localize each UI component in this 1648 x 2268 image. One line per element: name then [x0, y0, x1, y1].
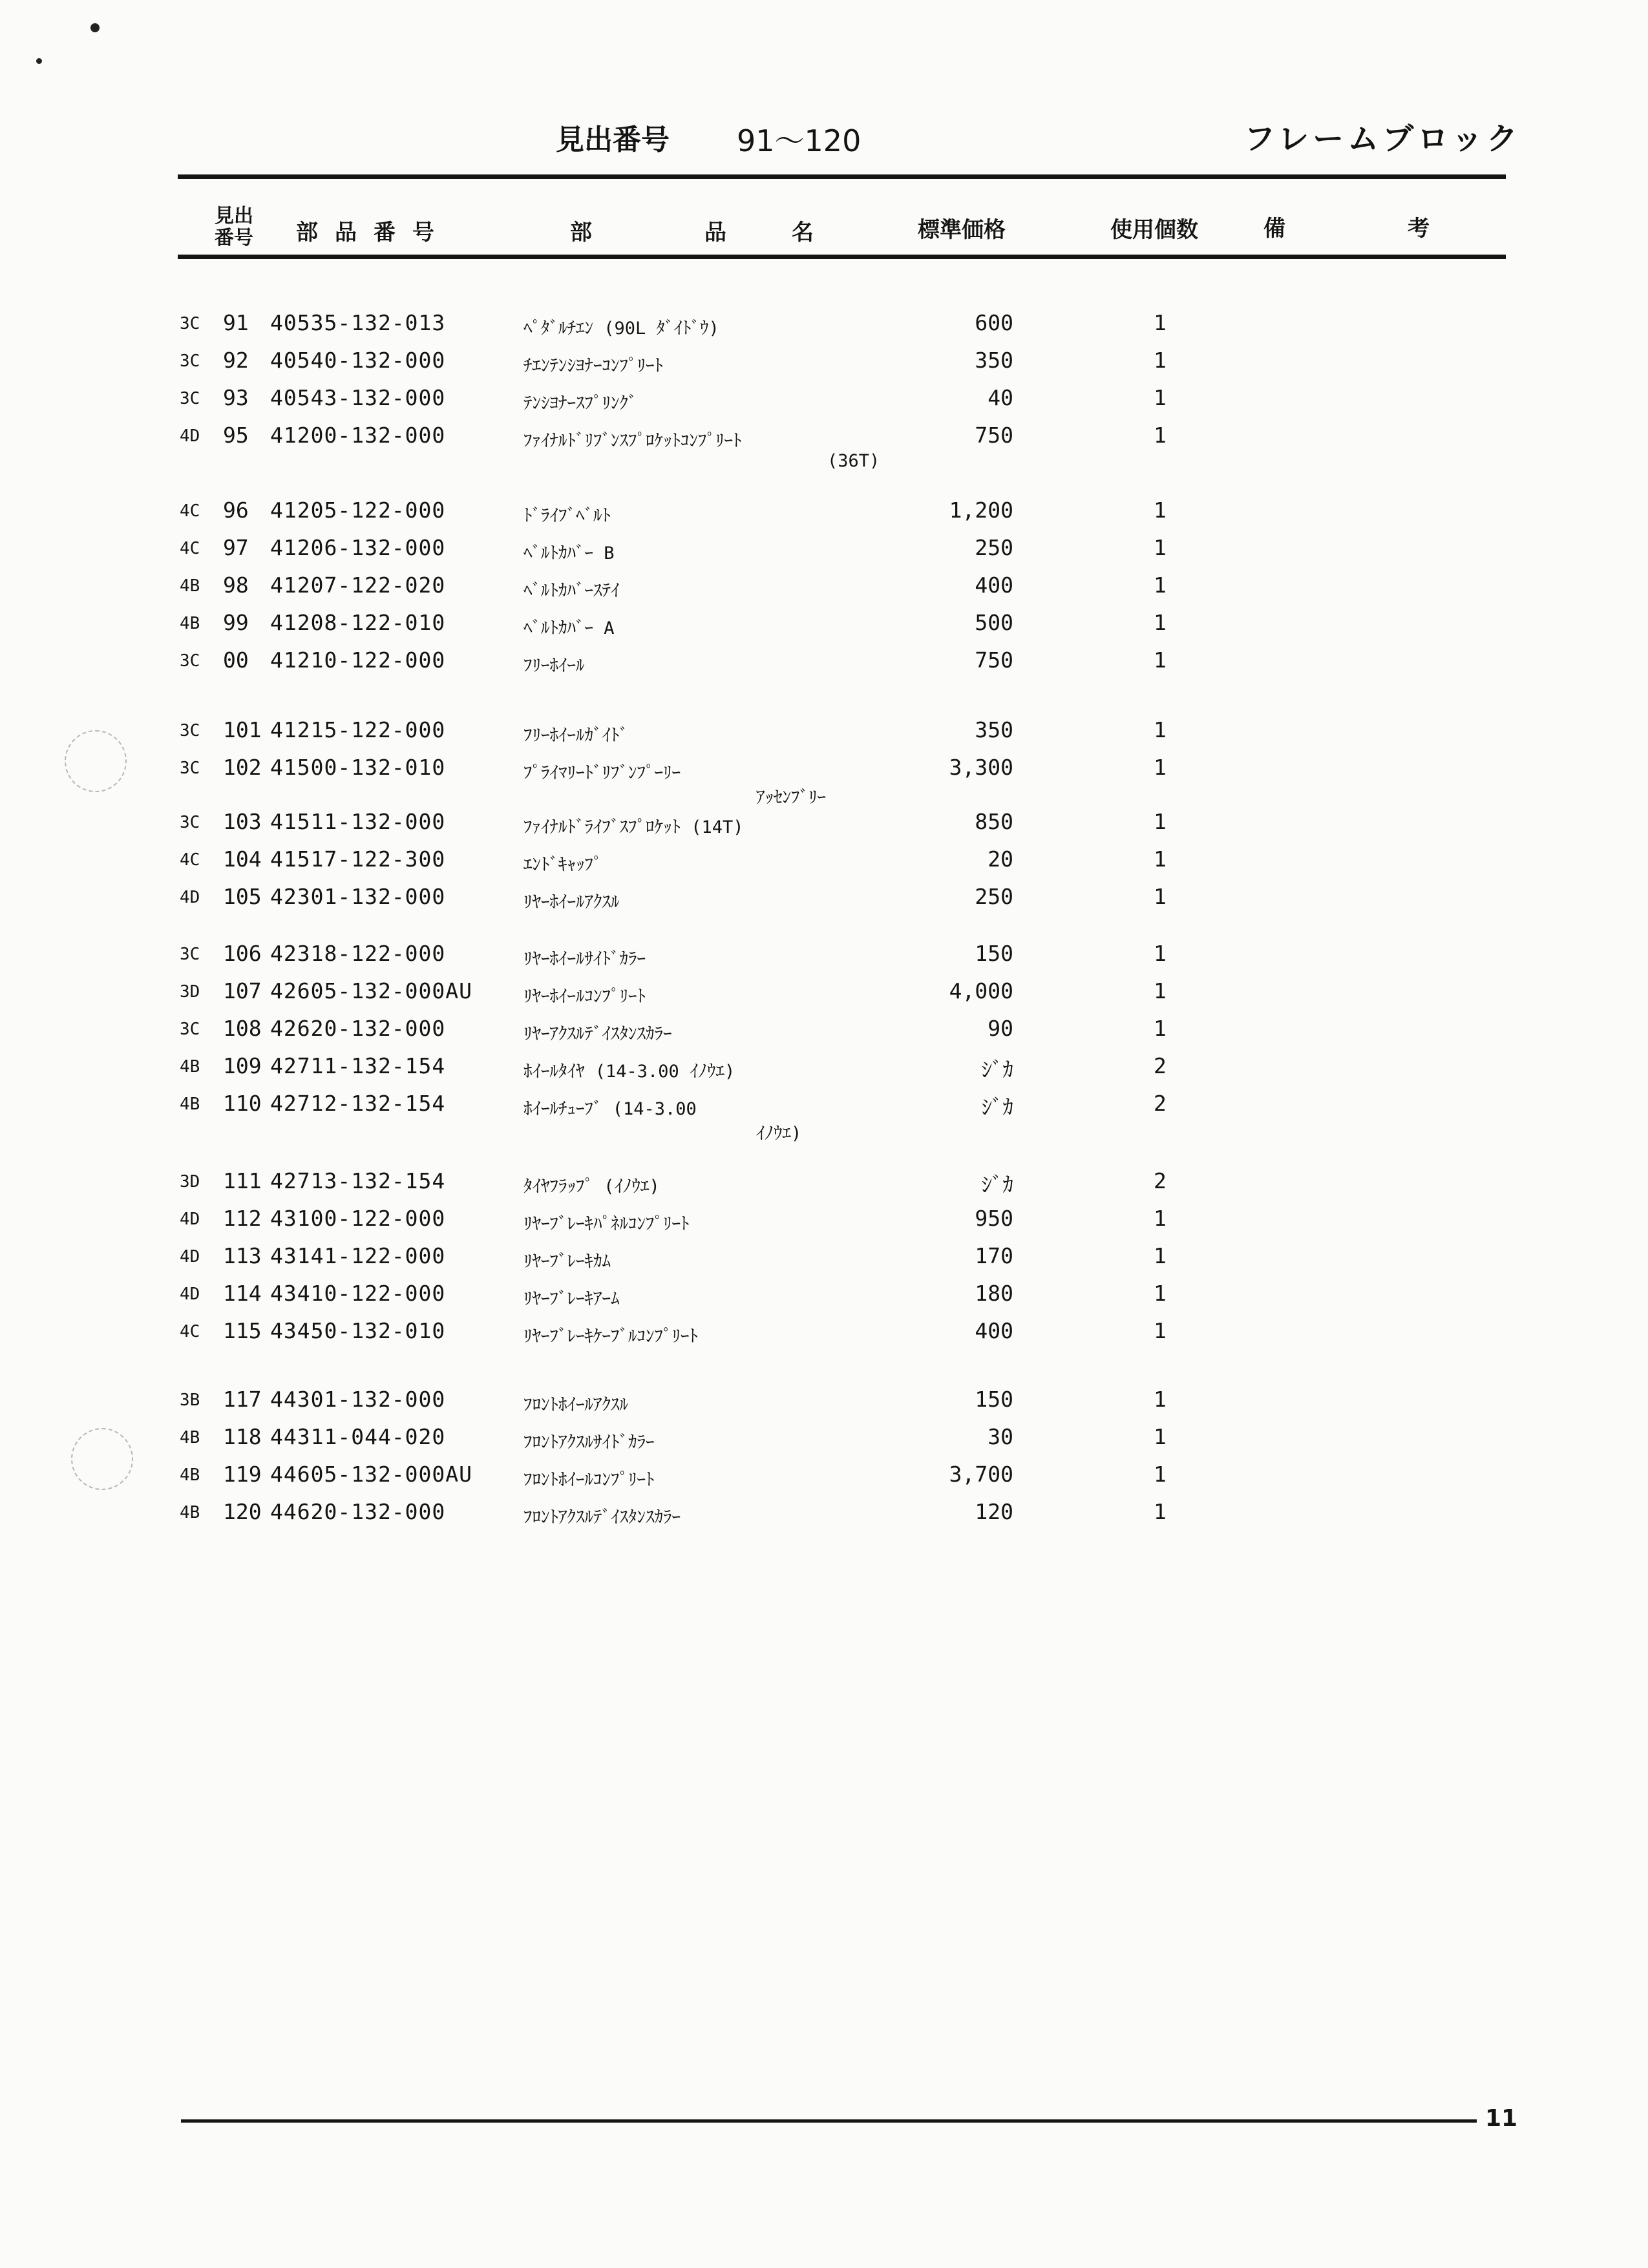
part-name: ﾌｧｲﾅﾙﾄﾞﾗｲﾌﾞｽﾌﾟﾛｹｯﾄ (14T): [523, 817, 744, 837]
index-code: 4B: [180, 614, 200, 633]
part-name-continuation: ｱｯｾﾝﾌﾞﾘｰ: [756, 788, 826, 808]
part-name: ﾘﾔｰｱｸｽﾙﾃﾞｲｽﾀﾝｽｶﾗｰ: [523, 1024, 672, 1044]
quantity: 1: [1154, 610, 1167, 635]
index-code: 4D: [180, 426, 200, 446]
part-number: 42713-132-154: [270, 1168, 446, 1193]
part-number: 44301-132-000: [270, 1387, 446, 1412]
part-name: ﾍﾞﾙﾄｶﾊﾞｰ B: [523, 543, 615, 563]
table-row: [0, 1424, 1648, 1456]
part-number: 42301-132-000: [270, 884, 446, 909]
table-row: [0, 310, 1648, 342]
index-code: 4B: [180, 1057, 200, 1076]
quantity: 1: [1154, 809, 1167, 834]
index-number: 113: [223, 1243, 262, 1268]
column-header-index: 見出 番号: [215, 205, 253, 249]
part-name: ﾍﾞﾙﾄｶﾊﾞｰｽﾃｲ: [523, 581, 620, 601]
index-number: 114: [223, 1281, 262, 1306]
index-number: 106: [223, 941, 262, 966]
part-name: ﾌﾛﾝﾄｱｸｽﾙﾃﾞｲｽﾀﾝｽｶﾗｰ: [523, 1507, 681, 1528]
table-row: [0, 1499, 1648, 1531]
quantity: 1: [1154, 884, 1167, 909]
quantity: 1: [1154, 717, 1167, 742]
column-header-part-name-1: 部: [570, 220, 592, 246]
part-name: ﾄﾞﾗｲﾌﾞﾍﾞﾙﾄ: [523, 506, 611, 526]
index-number: 107: [223, 978, 262, 1003]
standard-price: 950: [975, 1206, 1013, 1231]
part-number: 43141-122-000: [270, 1243, 446, 1268]
table-row: [0, 1243, 1648, 1276]
part-name: ﾘﾔｰﾎｲｰﾙｻｲﾄﾞｶﾗｰ: [523, 949, 646, 969]
quantity: 1: [1154, 978, 1167, 1003]
index-code: 4B: [180, 1503, 200, 1522]
table-row: [0, 498, 1648, 530]
quantity: 2: [1154, 1168, 1167, 1193]
index-number: 111: [223, 1168, 262, 1193]
quantity: 1: [1154, 385, 1167, 410]
part-name: ﾌﾛﾝﾄﾎｲｰﾙｱｸｽﾙ: [523, 1395, 628, 1415]
index-number: 99: [223, 610, 249, 635]
part-name: ﾘﾔｰﾌﾞﾚｰｷｶﾑ: [523, 1252, 611, 1272]
standard-price: 150: [975, 1387, 1013, 1412]
part-number: 41517-122-300: [270, 846, 446, 872]
index-code: 3C: [180, 1020, 200, 1039]
table-row: [0, 423, 1648, 471]
index-number: 120: [223, 1499, 262, 1524]
part-number: 43450-132-010: [270, 1318, 446, 1343]
part-name: ﾌﾘｰﾎｲｰﾙｶﾞｲﾄﾞ: [523, 726, 628, 746]
quantity: 1: [1154, 647, 1167, 673]
index-code: 4C: [180, 539, 200, 558]
quantity: 1: [1154, 846, 1167, 872]
standard-price: 40: [988, 385, 1013, 410]
standard-price: ｼﾞｶ: [981, 1057, 1013, 1082]
index-code: 3C: [180, 759, 200, 778]
standard-price: 3,700: [949, 1462, 1013, 1487]
quantity: 1: [1154, 941, 1167, 966]
table-row: [0, 1091, 1648, 1144]
column-header-part-number: 部品番号: [296, 220, 451, 246]
index-code: 4C: [180, 1322, 200, 1341]
index-code: 4B: [180, 1095, 200, 1114]
part-name: ﾌﾘｰﾎｲｰﾙ: [523, 656, 585, 676]
quantity: 1: [1154, 1424, 1167, 1449]
index-code: 4D: [180, 1285, 200, 1304]
part-number: 42620-132-000: [270, 1016, 446, 1041]
standard-price: ｼﾞｶ: [981, 1172, 1013, 1197]
part-name: ﾘﾔｰﾎｲｰﾙｱｸｽﾙ: [523, 892, 620, 912]
standard-price: 170: [975, 1243, 1013, 1268]
part-number: 41206-132-000: [270, 535, 446, 560]
part-name: ﾘﾔｰﾌﾞﾚｰｷｱｰﾑ: [523, 1289, 620, 1309]
index-number: 104: [223, 846, 262, 872]
table-row: [0, 1462, 1648, 1494]
part-name: ｴﾝﾄﾞｷｬｯﾌﾟ: [523, 855, 602, 875]
part-number: 41511-132-000: [270, 809, 446, 834]
standard-price: 400: [975, 572, 1013, 598]
standard-price: 250: [975, 884, 1013, 909]
table-row: [0, 1053, 1648, 1086]
index-code: 4D: [180, 1210, 200, 1229]
quantity: 1: [1154, 755, 1167, 780]
standard-price: 350: [975, 348, 1013, 373]
index-number: 115: [223, 1318, 262, 1343]
index-code: 3C: [180, 352, 200, 371]
index-number: 103: [223, 809, 262, 834]
standard-price: 250: [975, 535, 1013, 560]
column-header-part-name-2: 品: [704, 220, 726, 246]
standard-price: 1,200: [949, 498, 1013, 523]
part-number: 42712-132-154: [270, 1091, 446, 1116]
standard-price: 4,000: [949, 978, 1013, 1003]
part-number: 44311-044-020: [270, 1424, 446, 1449]
index-code: 3C: [180, 314, 200, 333]
table-row: [0, 1318, 1648, 1350]
index-code: 3B: [180, 1391, 200, 1410]
index-number: 93: [223, 385, 249, 410]
table-row: [0, 978, 1648, 1011]
part-name: ﾎｲｰﾙﾀｲﾔ (14-3.00 ｲﾉｳｴ): [523, 1062, 735, 1082]
quantity: 2: [1154, 1053, 1167, 1078]
column-header-remarks-2: 考: [1408, 216, 1430, 242]
part-number: 41205-122-000: [270, 498, 446, 523]
part-number: 42711-132-154: [270, 1053, 446, 1078]
quantity: 1: [1154, 1206, 1167, 1231]
table-row: [0, 941, 1648, 973]
part-number: 44605-132-000AU: [270, 1462, 473, 1487]
index-number: 102: [223, 755, 262, 780]
index-number: 92: [223, 348, 249, 373]
column-header-remarks-1: 備: [1263, 216, 1285, 242]
scan-speck: [90, 23, 100, 32]
table-row: [0, 809, 1648, 841]
table-row: [0, 717, 1648, 750]
quantity: 1: [1154, 1281, 1167, 1306]
standard-price: 90: [988, 1016, 1013, 1041]
index-code: 4B: [180, 576, 200, 596]
index-number: 101: [223, 717, 262, 742]
index-range: 91～120: [737, 123, 861, 158]
table-row: [0, 572, 1648, 605]
quantity: 1: [1154, 1499, 1167, 1524]
page-number: 11: [1485, 2105, 1518, 2132]
part-name: ﾍﾞﾙﾄｶﾊﾞｰ A: [523, 618, 615, 638]
part-name-continuation: ｲﾉｳｴ): [756, 1124, 802, 1144]
part-name: ﾌｧｲﾅﾙﾄﾞﾘﾌﾞﾝｽﾌﾟﾛｹｯﾄｺﾝﾌﾟﾘｰﾄ: [523, 431, 742, 451]
part-number: 40543-132-000: [270, 385, 446, 410]
part-number: 41215-122-000: [270, 717, 446, 742]
index-number: 108: [223, 1016, 262, 1041]
index-code: 3C: [180, 389, 200, 408]
section-title: フレームブロック: [1244, 121, 1522, 157]
part-name: ﾎｲｰﾙﾁｭｰﾌﾞ (14-3.00: [523, 1099, 697, 1119]
part-name: ﾌﾛﾝﾄﾎｲｰﾙｺﾝﾌﾟﾘｰﾄ: [523, 1470, 655, 1490]
quantity: 1: [1154, 572, 1167, 598]
part-name: ﾘﾔｰﾌﾞﾚｰｷﾊﾟﾈﾙｺﾝﾌﾟﾘｰﾄ: [523, 1214, 690, 1234]
part-number: 42605-132-000AU: [270, 978, 473, 1003]
part-number: 40535-132-013: [270, 310, 446, 335]
index-number: 119: [223, 1462, 262, 1487]
standard-price: 750: [975, 647, 1013, 673]
standard-price: 3,300: [949, 755, 1013, 780]
quantity: 1: [1154, 310, 1167, 335]
scan-speck: [36, 58, 42, 64]
quantity: 1: [1154, 1016, 1167, 1041]
header-rule-top: [178, 174, 1506, 179]
part-number: 41208-122-010: [270, 610, 446, 635]
standard-price: 750: [975, 423, 1013, 448]
part-number: 40540-132-000: [270, 348, 446, 373]
quantity: 1: [1154, 348, 1167, 373]
column-header-part-name-3: 名: [792, 220, 814, 246]
part-name: ﾍﾟﾀﾞﾙﾁｴﾝ (90L ﾀﾞｲﾄﾞｳ): [523, 319, 719, 339]
index-code: 3D: [180, 982, 200, 1002]
table-row: [0, 846, 1648, 879]
standard-price: 600: [975, 310, 1013, 335]
part-name: ﾀｲﾔﾌﾗｯﾌﾟ (ｲﾉｳｴ): [523, 1177, 660, 1197]
index-number: 00: [223, 647, 249, 673]
table-row: [0, 1206, 1648, 1238]
standard-price: 120: [975, 1499, 1013, 1524]
part-name: ﾃﾝｼﾖﾅｰｽﾌﾟﾘﾝｸﾞ: [523, 394, 637, 414]
part-number: 44620-132-000: [270, 1499, 446, 1524]
part-name: ﾌﾟﾗｲﾏﾘｰﾄﾞﾘﾌﾞﾝﾌﾟｰﾘｰ: [523, 763, 681, 783]
index-number: 95: [223, 423, 249, 448]
quantity: 1: [1154, 1243, 1167, 1268]
index-code: 3C: [180, 813, 200, 832]
index-number: 96: [223, 498, 249, 523]
quantity: 1: [1154, 1387, 1167, 1412]
part-name: ﾁｴﾝﾃﾝｼﾖﾅｰｺﾝﾌﾟﾘｰﾄ: [523, 356, 663, 376]
quantity: 1: [1154, 498, 1167, 523]
part-number: 41210-122-000: [270, 647, 446, 673]
index-code: 3C: [180, 721, 200, 740]
standard-price: 180: [975, 1281, 1013, 1306]
table-row: [0, 348, 1648, 380]
index-number: 110: [223, 1091, 262, 1116]
table-row: [0, 1387, 1648, 1419]
header-rule-bottom: [178, 255, 1506, 259]
table-row: [0, 1168, 1648, 1201]
standard-price: 500: [975, 610, 1013, 635]
index-code: 3C: [180, 651, 200, 671]
table-row: [0, 884, 1648, 916]
page-title: 見出番号: [556, 123, 670, 156]
column-header-quantity: 使用個数: [1110, 217, 1198, 243]
index-code: 4C: [180, 850, 200, 870]
standard-price: 850: [975, 809, 1013, 834]
index-code: 3C: [180, 945, 200, 964]
index-code: 4D: [180, 1247, 200, 1266]
index-number: 112: [223, 1206, 262, 1231]
table-row: [0, 1281, 1648, 1313]
standard-price: 400: [975, 1318, 1013, 1343]
part-number: 41207-122-020: [270, 572, 446, 598]
part-name: ﾘﾔｰﾌﾞﾚｰｷｹｰﾌﾞﾙｺﾝﾌﾟﾘｰﾄ: [523, 1327, 698, 1347]
part-name: ﾌﾛﾝﾄｱｸｽﾙｻｲﾄﾞｶﾗｰ: [523, 1433, 655, 1453]
index-number: 97: [223, 535, 249, 560]
part-number: 43410-122-000: [270, 1281, 446, 1306]
index-number: 109: [223, 1053, 262, 1078]
quantity: 2: [1154, 1091, 1167, 1116]
part-number: 42318-122-000: [270, 941, 446, 966]
table-row: [0, 535, 1648, 567]
quantity: 1: [1154, 423, 1167, 448]
index-number: 91: [223, 310, 249, 335]
standard-price: 150: [975, 941, 1013, 966]
table-row: [0, 647, 1648, 680]
table-row: [0, 755, 1648, 808]
standard-price: 20: [988, 846, 1013, 872]
part-name-continuation: (36T): [827, 451, 880, 471]
part-number: 41200-132-000: [270, 423, 446, 448]
index-code: 4C: [180, 501, 200, 521]
table-row: [0, 385, 1648, 417]
quantity: 1: [1154, 535, 1167, 560]
part-number: 41500-132-010: [270, 755, 446, 780]
index-code: 4B: [180, 1465, 200, 1485]
table-row: [0, 610, 1648, 642]
standard-price: 30: [988, 1424, 1013, 1449]
index-code: 3D: [180, 1172, 200, 1192]
index-number: 105: [223, 884, 262, 909]
standard-price: ｼﾞｶ: [981, 1095, 1013, 1120]
quantity: 1: [1154, 1318, 1167, 1343]
part-number: 43100-122-000: [270, 1206, 446, 1231]
quantity: 1: [1154, 1462, 1167, 1487]
table-row: [0, 1016, 1648, 1048]
index-code: 4B: [180, 1428, 200, 1447]
part-name: ﾘﾔｰﾎｲｰﾙｺﾝﾌﾟﾘｰﾄ: [523, 987, 646, 1007]
standard-price: 350: [975, 717, 1013, 742]
index-number: 98: [223, 572, 249, 598]
column-header-price: 標準価格: [918, 217, 1006, 243]
footer-rule: [181, 2119, 1477, 2123]
index-code: 4D: [180, 888, 200, 907]
index-number: 118: [223, 1424, 262, 1449]
index-number: 117: [223, 1387, 262, 1412]
